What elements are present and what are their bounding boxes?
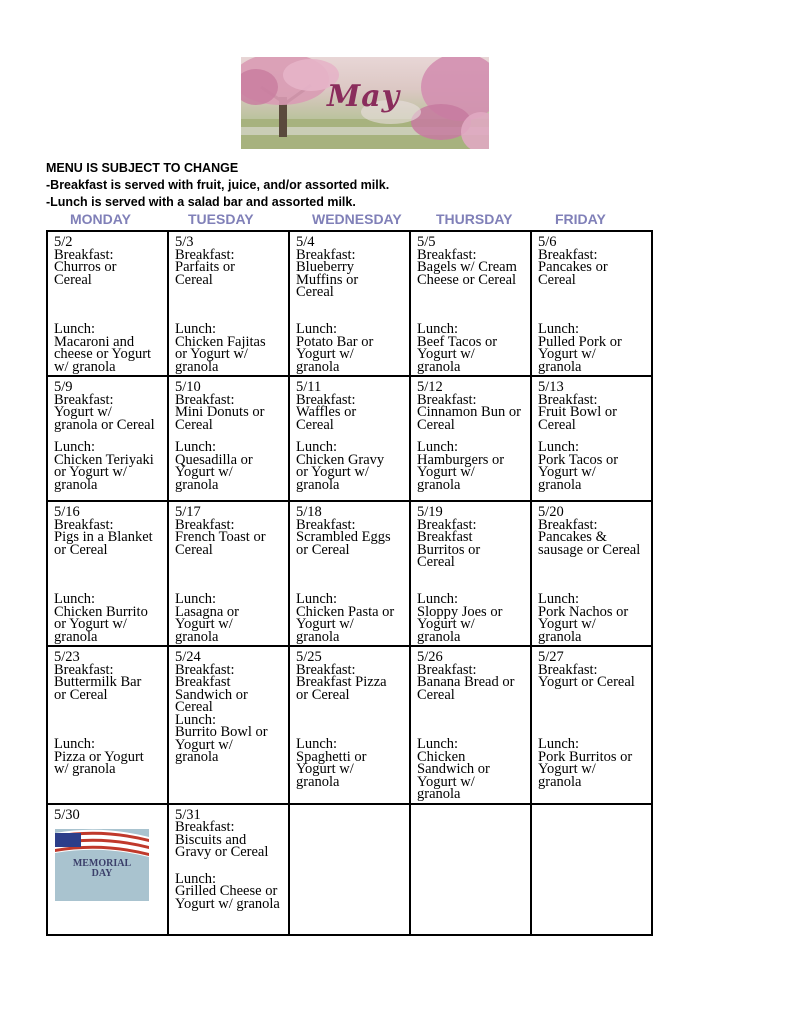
- cell-date: 5/30: [54, 806, 80, 823]
- may-banner-image: [241, 57, 489, 149]
- lunch-text: Lunch: Burrito Bowl or Yogurt w/ granola: [175, 711, 268, 765]
- week-row: [47, 376, 652, 501]
- lunch-text: Lunch: Grilled Cheese or Yogurt w/ granola: [175, 870, 280, 912]
- breakfast-note: -Breakfast is served with fruit, juice, and/or assorted milk.: [46, 178, 390, 192]
- lunch-text: Lunch: Pulled Pork or Yogurt w/ granola: [538, 321, 622, 375]
- lunch-text: Lunch: Pork Tacos or Yogurt w/ granola: [538, 439, 619, 493]
- day-cell: [531, 646, 652, 804]
- lunch-text: Lunch: Chicken Gravy or Yogurt w/ granola: [296, 439, 385, 493]
- lunch-text: Lunch: Pizza or Yogurt w/ granola: [54, 736, 144, 777]
- breakfast-text: Breakfast: Buttermilk Bar or Cereal: [54, 661, 142, 703]
- lunch-text: Lunch: Chicken Pasta or Yogurt w/ granola: [296, 591, 395, 645]
- day-cell: [531, 376, 652, 501]
- lunch-text: Lunch: Chicken Teriyaki or Yogurt w/ granola: [54, 439, 154, 493]
- meal-gap: [417, 701, 524, 738]
- meal-gap: [538, 556, 645, 593]
- cell-date: 5/17: [175, 504, 201, 520]
- breakfast-text: Breakfast: Breakfast Burritos or Cereal: [417, 516, 481, 570]
- cell-date: 5/16: [54, 504, 80, 520]
- breakfast-text: Breakfast: Pigs in a Blanket or Cereal: [54, 516, 153, 558]
- meal-gap: [54, 701, 161, 738]
- lunch-text: Lunch: Spaghetti or Yogurt w/ granola: [296, 736, 367, 790]
- lunch-note: -Lunch is served with a salad bar and assorted milk.: [46, 195, 356, 209]
- cell-date: 5/11: [296, 379, 322, 395]
- breakfast-text: Breakfast: Blueberry Muffins or Cereal: [296, 246, 359, 300]
- menu-calendar: [46, 230, 653, 936]
- lunch-text: Lunch: Pork Nachos or Yogurt w/ granola: [538, 591, 629, 645]
- day-thursday: THURSDAY: [436, 211, 513, 227]
- day-cell: [531, 231, 652, 376]
- meal-gap: [538, 689, 645, 739]
- meal-gap: [175, 556, 282, 593]
- day-cell: [168, 501, 289, 646]
- day-cell: [47, 804, 168, 935]
- notice-text: MENU IS SUBJECT TO CHANGE: [46, 161, 239, 175]
- week-row: [47, 501, 652, 646]
- cell-date: 5/4: [296, 234, 315, 250]
- breakfast-text: Breakfast: Pancakes & sausage or Cereal: [538, 516, 641, 558]
- week-row: [47, 804, 652, 935]
- meal-gap: [54, 286, 161, 323]
- day-cell: [289, 231, 410, 376]
- day-cell: [168, 804, 289, 935]
- meal-gap: [54, 556, 161, 593]
- cell-date: 5/24: [175, 649, 201, 665]
- day-cell: [168, 231, 289, 376]
- cell-date: 5/12: [417, 379, 443, 395]
- meal-gap: [417, 569, 524, 594]
- day-cell: [410, 501, 531, 646]
- lunch-text: Lunch: Beef Tacos or Yogurt w/ granola: [417, 321, 498, 375]
- day-cell: [168, 376, 289, 501]
- breakfast-text: Breakfast: Scrambled Eggs or Cereal: [296, 516, 391, 558]
- memorial-day-text: MEMORIAL DAY: [72, 858, 132, 879]
- day-cell: [410, 804, 531, 935]
- meal-gap: [175, 286, 282, 323]
- breakfast-text: Breakfast: Pancakes or Cereal: [538, 246, 608, 288]
- breakfast-text: Breakfast: Breakfast Pizza or Cereal: [296, 661, 387, 703]
- lunch-text: Lunch: Chicken Sandwich or Yogurt w/ granola: [417, 736, 490, 802]
- lunch-text: Lunch: Pork Burritos or Yogurt w/ granola: [538, 736, 633, 790]
- week-row: [47, 231, 652, 376]
- cell-date: 5/23: [54, 649, 80, 665]
- lunch-text: Lunch: Potato Bar or Yogurt w/ granola: [296, 321, 374, 375]
- lunch-text: Lunch: Chicken Fajitas or Yogurt w/ granola: [175, 321, 266, 375]
- day-cell: [289, 804, 410, 935]
- cell-date: 5/26: [417, 649, 443, 665]
- meal-gap: [296, 299, 403, 324]
- breakfast-text: Breakfast: Cinnamon Bun or Cereal: [417, 391, 521, 433]
- banner-title: May: [327, 79, 401, 114]
- day-tuesday: TUESDAY: [188, 211, 254, 227]
- day-cell: [289, 501, 410, 646]
- lunch-text: Lunch: Chicken Burrito or Yogurt w/ granola: [54, 591, 148, 645]
- lunch-text: Lunch: Sloppy Joes or Yogurt w/ granola: [417, 591, 503, 645]
- cell-date: 5/27: [538, 649, 564, 665]
- lunch-text: Lunch: Macaroni and cheese or Yogurt w/ granola: [54, 321, 152, 375]
- cell-date: 5/9: [54, 379, 73, 395]
- day-friday: FRIDAY: [555, 211, 606, 227]
- memorial-day-image: [55, 829, 149, 901]
- cell-date: 5/13: [538, 379, 564, 395]
- breakfast-text: Breakfast: Yogurt w/ granola or Cereal: [54, 391, 155, 433]
- cell-date: 5/19: [417, 504, 443, 520]
- day-cell: [289, 646, 410, 804]
- meal-gap: [296, 556, 403, 593]
- day-cell: [531, 804, 652, 935]
- breakfast-text: Breakfast: Mini Donuts or Cereal: [175, 391, 265, 433]
- breakfast-text: Breakfast: Biscuits and Gravy or Cereal: [175, 819, 269, 860]
- day-cell: [47, 231, 168, 376]
- day-cell: [168, 646, 289, 804]
- breakfast-text: Breakfast: Waffles or Cereal: [296, 391, 357, 433]
- day-cell: [47, 646, 168, 804]
- breakfast-text: Breakfast: Banana Bread or Cereal: [417, 661, 515, 703]
- breakfast-text: Breakfast: Churros or Cereal: [54, 246, 117, 288]
- menu-notes: [46, 160, 389, 211]
- day-monday: MONDAY: [70, 211, 131, 227]
- day-cell: [47, 501, 168, 646]
- breakfast-text: Breakfast: Bagels w/ Cream Cheese or Cereal: [417, 246, 517, 288]
- breakfast-text: Breakfast: Fruit Bowl or Cereal: [538, 391, 617, 433]
- day-cell: [410, 646, 531, 804]
- cell-date: 5/6: [538, 234, 557, 250]
- week-row: [47, 646, 652, 804]
- day-cell: [289, 376, 410, 501]
- cell-date: 5/31: [175, 806, 201, 823]
- cell-date: 5/10: [175, 379, 201, 395]
- lunch-text: Lunch: Quesadilla or Yogurt w/ granola: [175, 439, 253, 493]
- lunch-text: Lunch: Hamburgers or Yogurt w/ granola: [417, 439, 505, 493]
- day-cell: [410, 231, 531, 376]
- meal-gap: [417, 286, 524, 323]
- day-cell: [47, 376, 168, 501]
- cell-date: 5/2: [54, 234, 73, 250]
- day-wednesday: WEDNESDAY: [312, 211, 402, 227]
- lunch-text: Lunch: Lasagna or Yogurt w/ granola: [175, 591, 240, 645]
- breakfast-text: Breakfast: French Toast or Cereal: [175, 516, 266, 558]
- cell-date: 5/3: [175, 234, 194, 250]
- breakfast-text: Breakfast: Yogurt or Cereal: [538, 661, 635, 690]
- weekday-header: [46, 211, 652, 229]
- day-cell: [410, 376, 531, 501]
- cell-date: 5/18: [296, 504, 322, 520]
- meal-gap: [538, 286, 645, 323]
- breakfast-text: Breakfast: Parfaits or Cereal: [175, 246, 235, 288]
- day-cell: [531, 501, 652, 646]
- cell-date: 5/5: [417, 234, 436, 250]
- cell-date: 5/25: [296, 649, 322, 665]
- breakfast-text: Breakfast: Breakfast Sandwich or Cereal: [175, 661, 248, 715]
- meal-gap: [296, 701, 403, 738]
- cell-date: 5/20: [538, 504, 564, 520]
